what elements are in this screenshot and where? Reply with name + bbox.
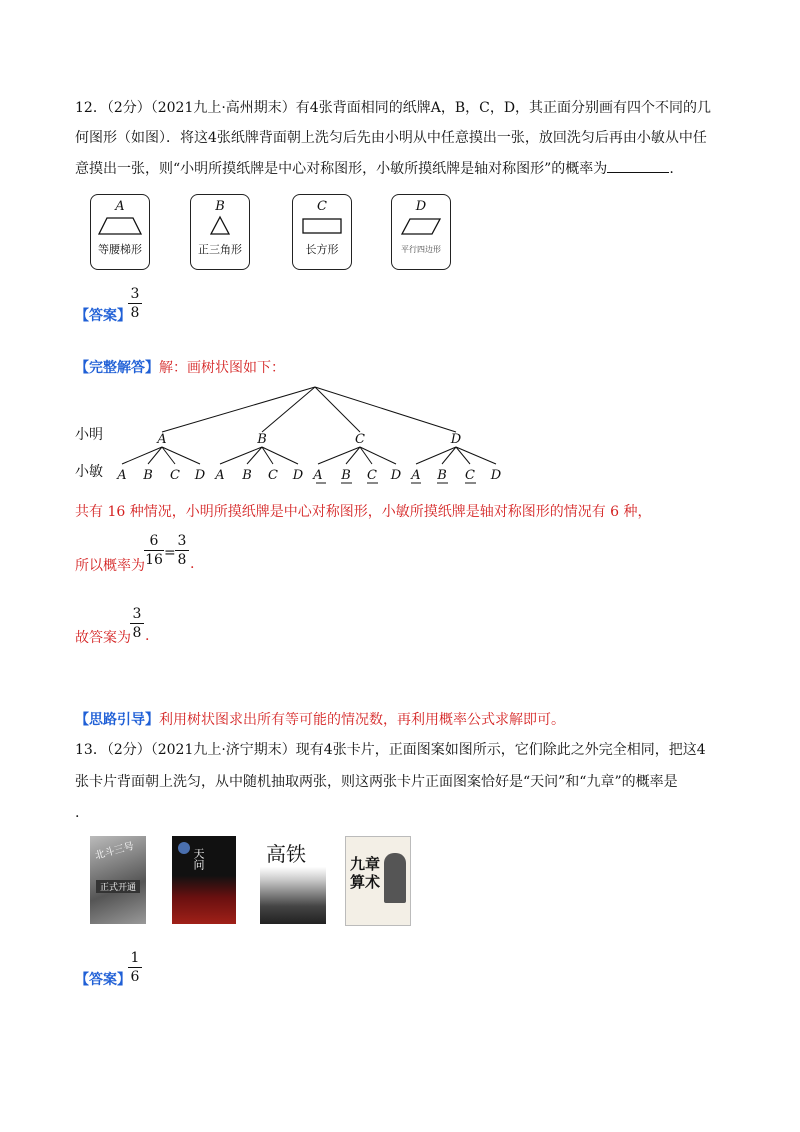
isosceles-trapezoid-icon bbox=[91, 215, 149, 237]
q12-hint bbox=[75, 710, 565, 730]
tree-leaf: A bbox=[117, 468, 127, 483]
tree-leaf: D bbox=[194, 468, 206, 483]
tree-leaf: C bbox=[465, 468, 475, 483]
rectangle-icon bbox=[293, 215, 351, 237]
tree-leaf: A bbox=[411, 468, 421, 483]
hint-text: 利用树状图求出所有等可能的情况数，再利用概率公式求解即可。 bbox=[159, 712, 565, 728]
tree-leaf: B bbox=[143, 468, 153, 483]
q12-line-2: 何图形（如图）．将这4张纸牌背面朝上洗匀后先由小明从中任意摸出一张，放回洗匀后再由小敏从中任 bbox=[75, 130, 707, 146]
tree-row1-label: 小明 bbox=[75, 427, 103, 443]
q13-answer-fraction bbox=[128, 950, 142, 985]
q13-line-2: 张卡片背面朝上洗匀，从中随机抽取两张，则这两张卡片正面图案恰好是“天问”和“九章”的概率是 bbox=[75, 774, 678, 790]
solution-line-3-prefix: 故答案为 bbox=[75, 630, 131, 646]
card-a-name: 等腰梯形 bbox=[98, 243, 142, 256]
solution-fraction-6-16 bbox=[144, 533, 164, 568]
solution-tag: 【完整解答】 bbox=[75, 360, 159, 376]
q13-answer-den: 6 bbox=[130, 969, 140, 985]
card-a bbox=[90, 194, 150, 270]
card-c-name: 长方形 bbox=[305, 243, 339, 256]
card-d-letter: D bbox=[415, 199, 427, 214]
q12-answer-den: 8 bbox=[130, 305, 140, 321]
tree-leaf: B bbox=[242, 468, 252, 483]
solution-fraction-3-8 bbox=[175, 533, 189, 568]
frac-den: 8 bbox=[132, 625, 142, 641]
tianwen-title: 天问 bbox=[192, 848, 205, 870]
card-c-letter: C bbox=[317, 199, 327, 214]
q13-answer-tag: 【答案】 bbox=[75, 972, 131, 988]
jiuzhang-title: 九章算术 bbox=[350, 855, 381, 891]
tree-node-a: A bbox=[157, 432, 167, 447]
card-b-name: 正三角形 bbox=[198, 243, 242, 256]
q12-answer-num: 3 bbox=[130, 286, 140, 302]
frac-num: 3 bbox=[132, 606, 142, 622]
tree-leaf: A bbox=[313, 468, 323, 483]
q12-line-3 bbox=[75, 158, 674, 179]
tree-node-c: C bbox=[355, 432, 365, 447]
tree-node-d: D bbox=[450, 432, 462, 447]
solution-final-fraction bbox=[130, 606, 144, 641]
solution-line-3-end: . bbox=[145, 628, 150, 644]
frac-num: 3 bbox=[177, 533, 187, 549]
tree-leaf: C bbox=[367, 468, 377, 483]
q12-line-3-end: . bbox=[669, 161, 674, 177]
solution-line-2-prefix: 所以概率为 bbox=[75, 558, 145, 574]
tree-leaf: B bbox=[341, 468, 351, 483]
beidou-subtitle: 正式开通 bbox=[96, 880, 140, 893]
card-c bbox=[292, 194, 352, 270]
tree-leaf: A bbox=[215, 468, 225, 483]
tree-leaf: D bbox=[490, 468, 502, 483]
q12-answer-tag: 【答案】 bbox=[75, 308, 131, 324]
hint-tag: 【思路引导】 bbox=[75, 712, 159, 728]
equilateral-triangle-icon bbox=[191, 215, 249, 237]
tianwen-card-image bbox=[172, 836, 236, 924]
beidou-title: 北斗三号 bbox=[93, 840, 136, 862]
q12-line-3-text: 意摸出一张，则“小明所摸纸牌是中心对称图形，小敏所摸纸牌是轴对称图形”的概率为 bbox=[75, 161, 608, 177]
card-b-letter: B bbox=[215, 199, 225, 214]
tree-leaf: C bbox=[268, 468, 278, 483]
card-d-name: 平行四边形 bbox=[401, 245, 441, 254]
tree-row2-label: 小敏 bbox=[75, 464, 103, 480]
solution-line-1: 共有 16 种情况，小明所摸纸牌是中心对称图形，小敏所摸纸牌是轴对称图形的情况有 6 种， bbox=[75, 504, 652, 520]
solution-intro: 解：画树状图如下： bbox=[159, 360, 285, 376]
gaotie-title: 高铁 bbox=[266, 842, 306, 866]
tree-leaf: D bbox=[292, 468, 304, 483]
card-a-letter: A bbox=[115, 199, 125, 214]
tree-leaf: B bbox=[437, 468, 447, 483]
frac-den: 8 bbox=[177, 552, 187, 568]
q13-answer-num: 1 bbox=[130, 950, 140, 966]
card-b bbox=[190, 194, 250, 270]
tree-node-b: B bbox=[257, 432, 267, 447]
parallelogram-icon bbox=[392, 215, 450, 237]
beidou-card-image bbox=[90, 836, 146, 924]
card-d bbox=[391, 194, 451, 270]
gaotie-card-image bbox=[260, 836, 326, 924]
q12-solution-header bbox=[75, 358, 285, 378]
q13-line-1: 13．（2分）（2021九上·济宁期末）现有4张卡片，正面图案如图所示，它们除此之外完全相同，把这4 bbox=[75, 742, 706, 758]
frac-den: 16 bbox=[145, 552, 163, 568]
q13-line-3: . bbox=[75, 805, 80, 821]
q12-line-1: 12．（2分）（2021九上·高州期末）有4张背面相同的纸牌A，B，C，D，其正面分别画有四个不同的几 bbox=[75, 100, 712, 116]
frac-num: 6 bbox=[149, 533, 159, 549]
tree-leaf: C bbox=[170, 468, 180, 483]
jiuzhang-card-image bbox=[345, 836, 411, 926]
equals-sign: = bbox=[164, 545, 176, 561]
tree-leaf: D bbox=[390, 468, 402, 483]
q12-answer-fraction bbox=[128, 286, 142, 321]
answer-blank bbox=[607, 158, 669, 173]
solution-line-2-end: . bbox=[190, 556, 195, 572]
tree-diagram bbox=[100, 380, 520, 490]
